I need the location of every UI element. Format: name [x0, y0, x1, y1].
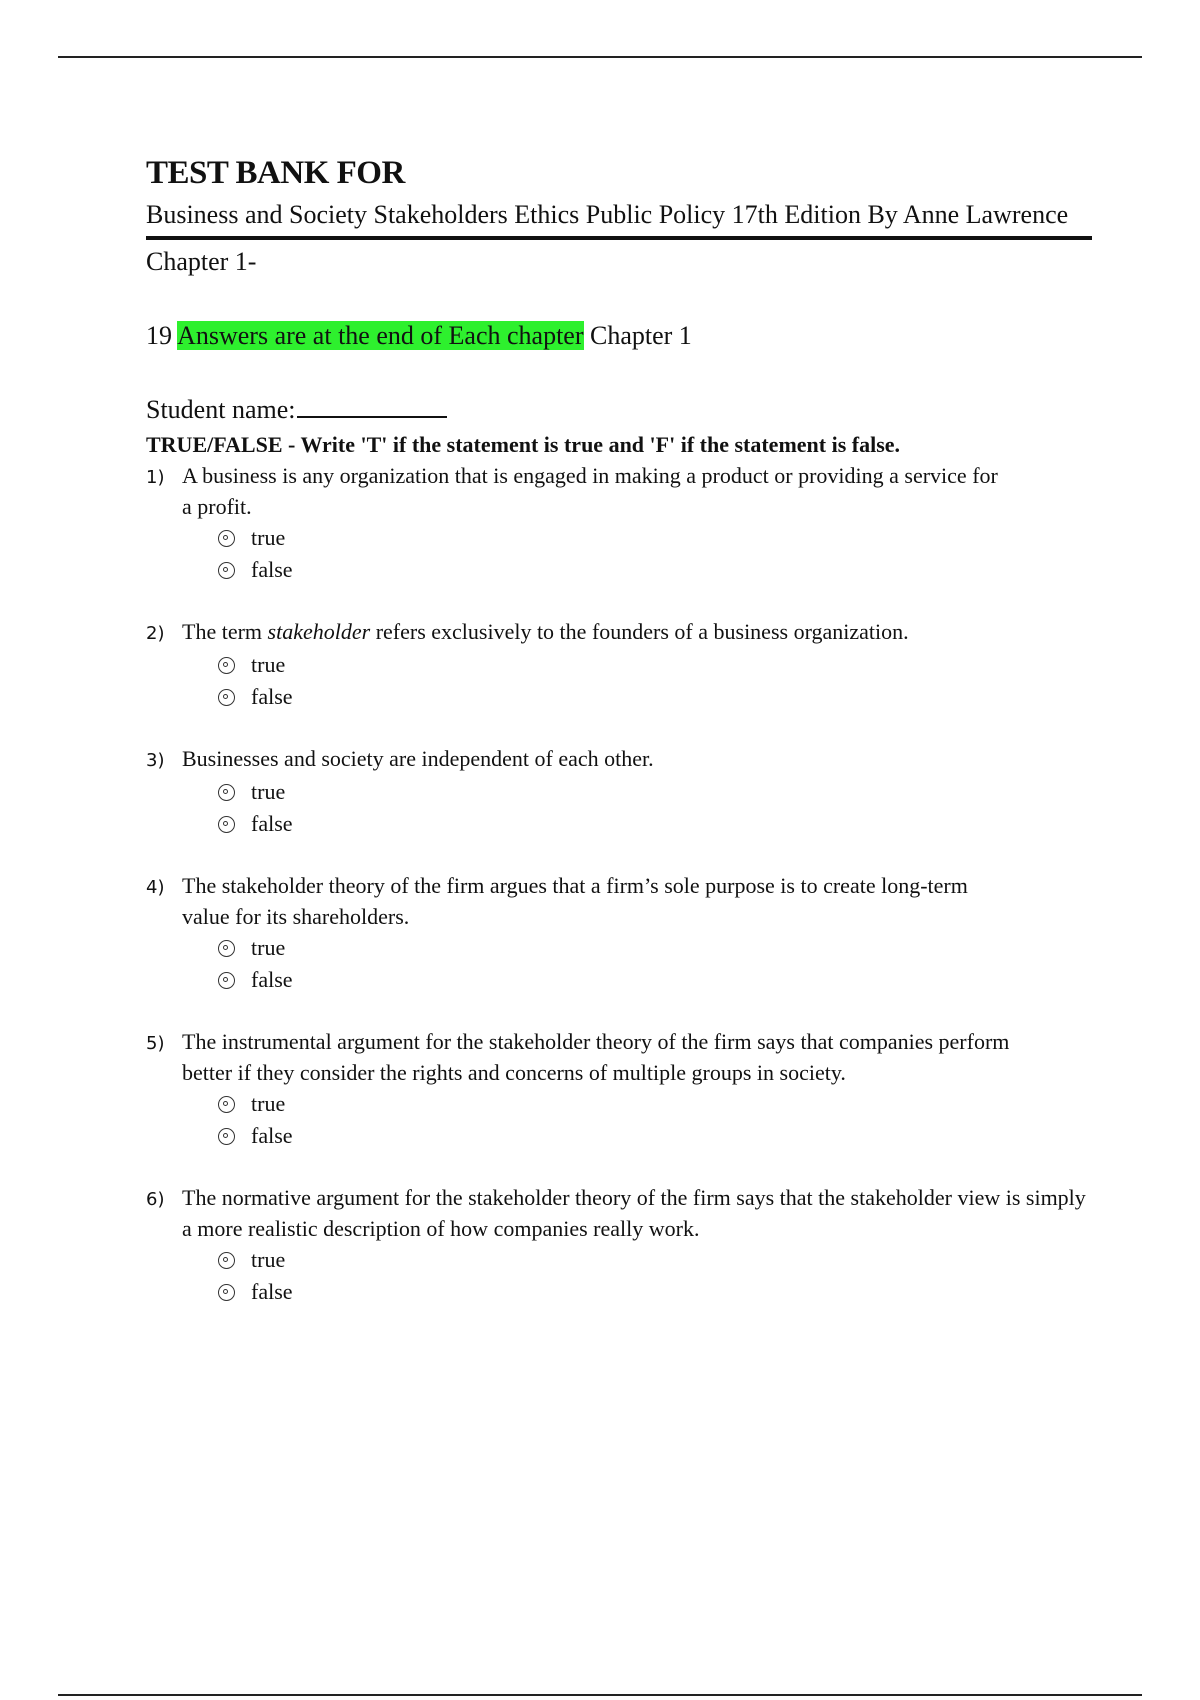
option-label: false: [251, 557, 293, 582]
student-name-row: [146, 392, 1092, 428]
radio-icon[interactable]: [218, 530, 235, 547]
question-number: 6): [146, 1189, 165, 1210]
option-false[interactable]: [218, 964, 1092, 996]
question-text: The term stakeholder refers exclusively to the founders of a business organization.: [182, 619, 909, 644]
question-number: 2): [146, 623, 165, 644]
radio-icon[interactable]: [218, 940, 235, 957]
radio-icon[interactable]: [218, 1096, 235, 1113]
option-false[interactable]: [218, 808, 1092, 840]
option-true[interactable]: [218, 776, 1092, 808]
option-true[interactable]: [218, 522, 1092, 554]
question-text: The instrumental argument for the stakeholder theory of the firm says that companies perform better if they consider the rights and concerns of multiple groups in society.: [182, 1029, 1010, 1085]
radio-icon[interactable]: [218, 689, 235, 706]
option-label: false: [251, 811, 293, 836]
option-true[interactable]: [218, 1244, 1092, 1276]
question-6: [146, 1182, 1092, 1308]
option-label: true: [251, 1247, 286, 1272]
option-label: true: [251, 779, 286, 804]
option-label: true: [251, 935, 286, 960]
question-3: [146, 743, 1092, 840]
instructions: TRUE/FALSE - Write 'T' if the statement is true and 'F' if the statement is false.: [146, 432, 901, 457]
question-1: [146, 460, 1092, 586]
student-name-blank[interactable]: [297, 394, 447, 418]
question-text: A business is any organization that is engaged in making a product or providing a service for a profit.: [182, 463, 998, 519]
question-list: [146, 460, 1092, 1308]
question-number: 4): [146, 877, 165, 898]
option-true[interactable]: [218, 1088, 1092, 1120]
option-label: false: [251, 967, 293, 992]
question-number: 5): [146, 1033, 165, 1054]
option-false[interactable]: [218, 1120, 1092, 1152]
question-number: 3): [146, 750, 165, 771]
option-true[interactable]: [218, 932, 1092, 964]
title-divider: [146, 236, 1092, 240]
option-label: true: [251, 1091, 286, 1116]
radio-icon[interactable]: [218, 562, 235, 579]
answers-highlight: Answers are at the end of Each chapter: [177, 321, 584, 350]
question-text: The normative argument for the stakeholder theory of the firm says that the stakeholder view is simply a more realistic description of how companies really work.: [182, 1185, 1086, 1241]
radio-icon[interactable]: [218, 1128, 235, 1145]
option-false[interactable]: [218, 554, 1092, 586]
option-label: false: [251, 1123, 293, 1148]
option-label: true: [251, 525, 286, 550]
chapter-label: Chapter 1-: [146, 247, 257, 276]
page-title: TEST BANK FOR: [146, 155, 405, 191]
question-text: Businesses and society are independent of each other.: [182, 746, 654, 771]
document-page: [146, 150, 1092, 1338]
radio-icon[interactable]: [218, 972, 235, 989]
option-false[interactable]: [218, 1276, 1092, 1308]
option-label: false: [251, 684, 293, 709]
option-label: true: [251, 652, 286, 677]
radio-icon[interactable]: [218, 784, 235, 801]
question-4: [146, 870, 1092, 996]
answers-line: [146, 318, 1092, 354]
answers-prefix: 19: [146, 321, 172, 350]
question-2: [146, 616, 1092, 713]
radio-icon[interactable]: [218, 1284, 235, 1301]
radio-icon[interactable]: [218, 657, 235, 674]
student-name-label: Student name:: [146, 395, 296, 424]
option-label: false: [251, 1279, 293, 1304]
bottom-rule: [58, 1694, 1142, 1696]
question-text: The stakeholder theory of the firm argues that a firm’s sole purpose is to create long-term value for its shareholders.: [182, 873, 968, 929]
book-subtitle: Business and Society Stakeholders Ethics Public Policy 17th Edition By Anne Lawrence: [146, 200, 1069, 229]
option-true[interactable]: [218, 649, 1092, 681]
radio-icon[interactable]: [218, 816, 235, 833]
radio-icon[interactable]: [218, 1252, 235, 1269]
italic-term: stakeholder: [267, 619, 371, 644]
answers-suffix: Chapter 1: [590, 321, 692, 350]
question-5: [146, 1026, 1092, 1152]
question-number: 1): [146, 467, 165, 488]
top-rule: [58, 56, 1142, 58]
option-false[interactable]: [218, 681, 1092, 713]
